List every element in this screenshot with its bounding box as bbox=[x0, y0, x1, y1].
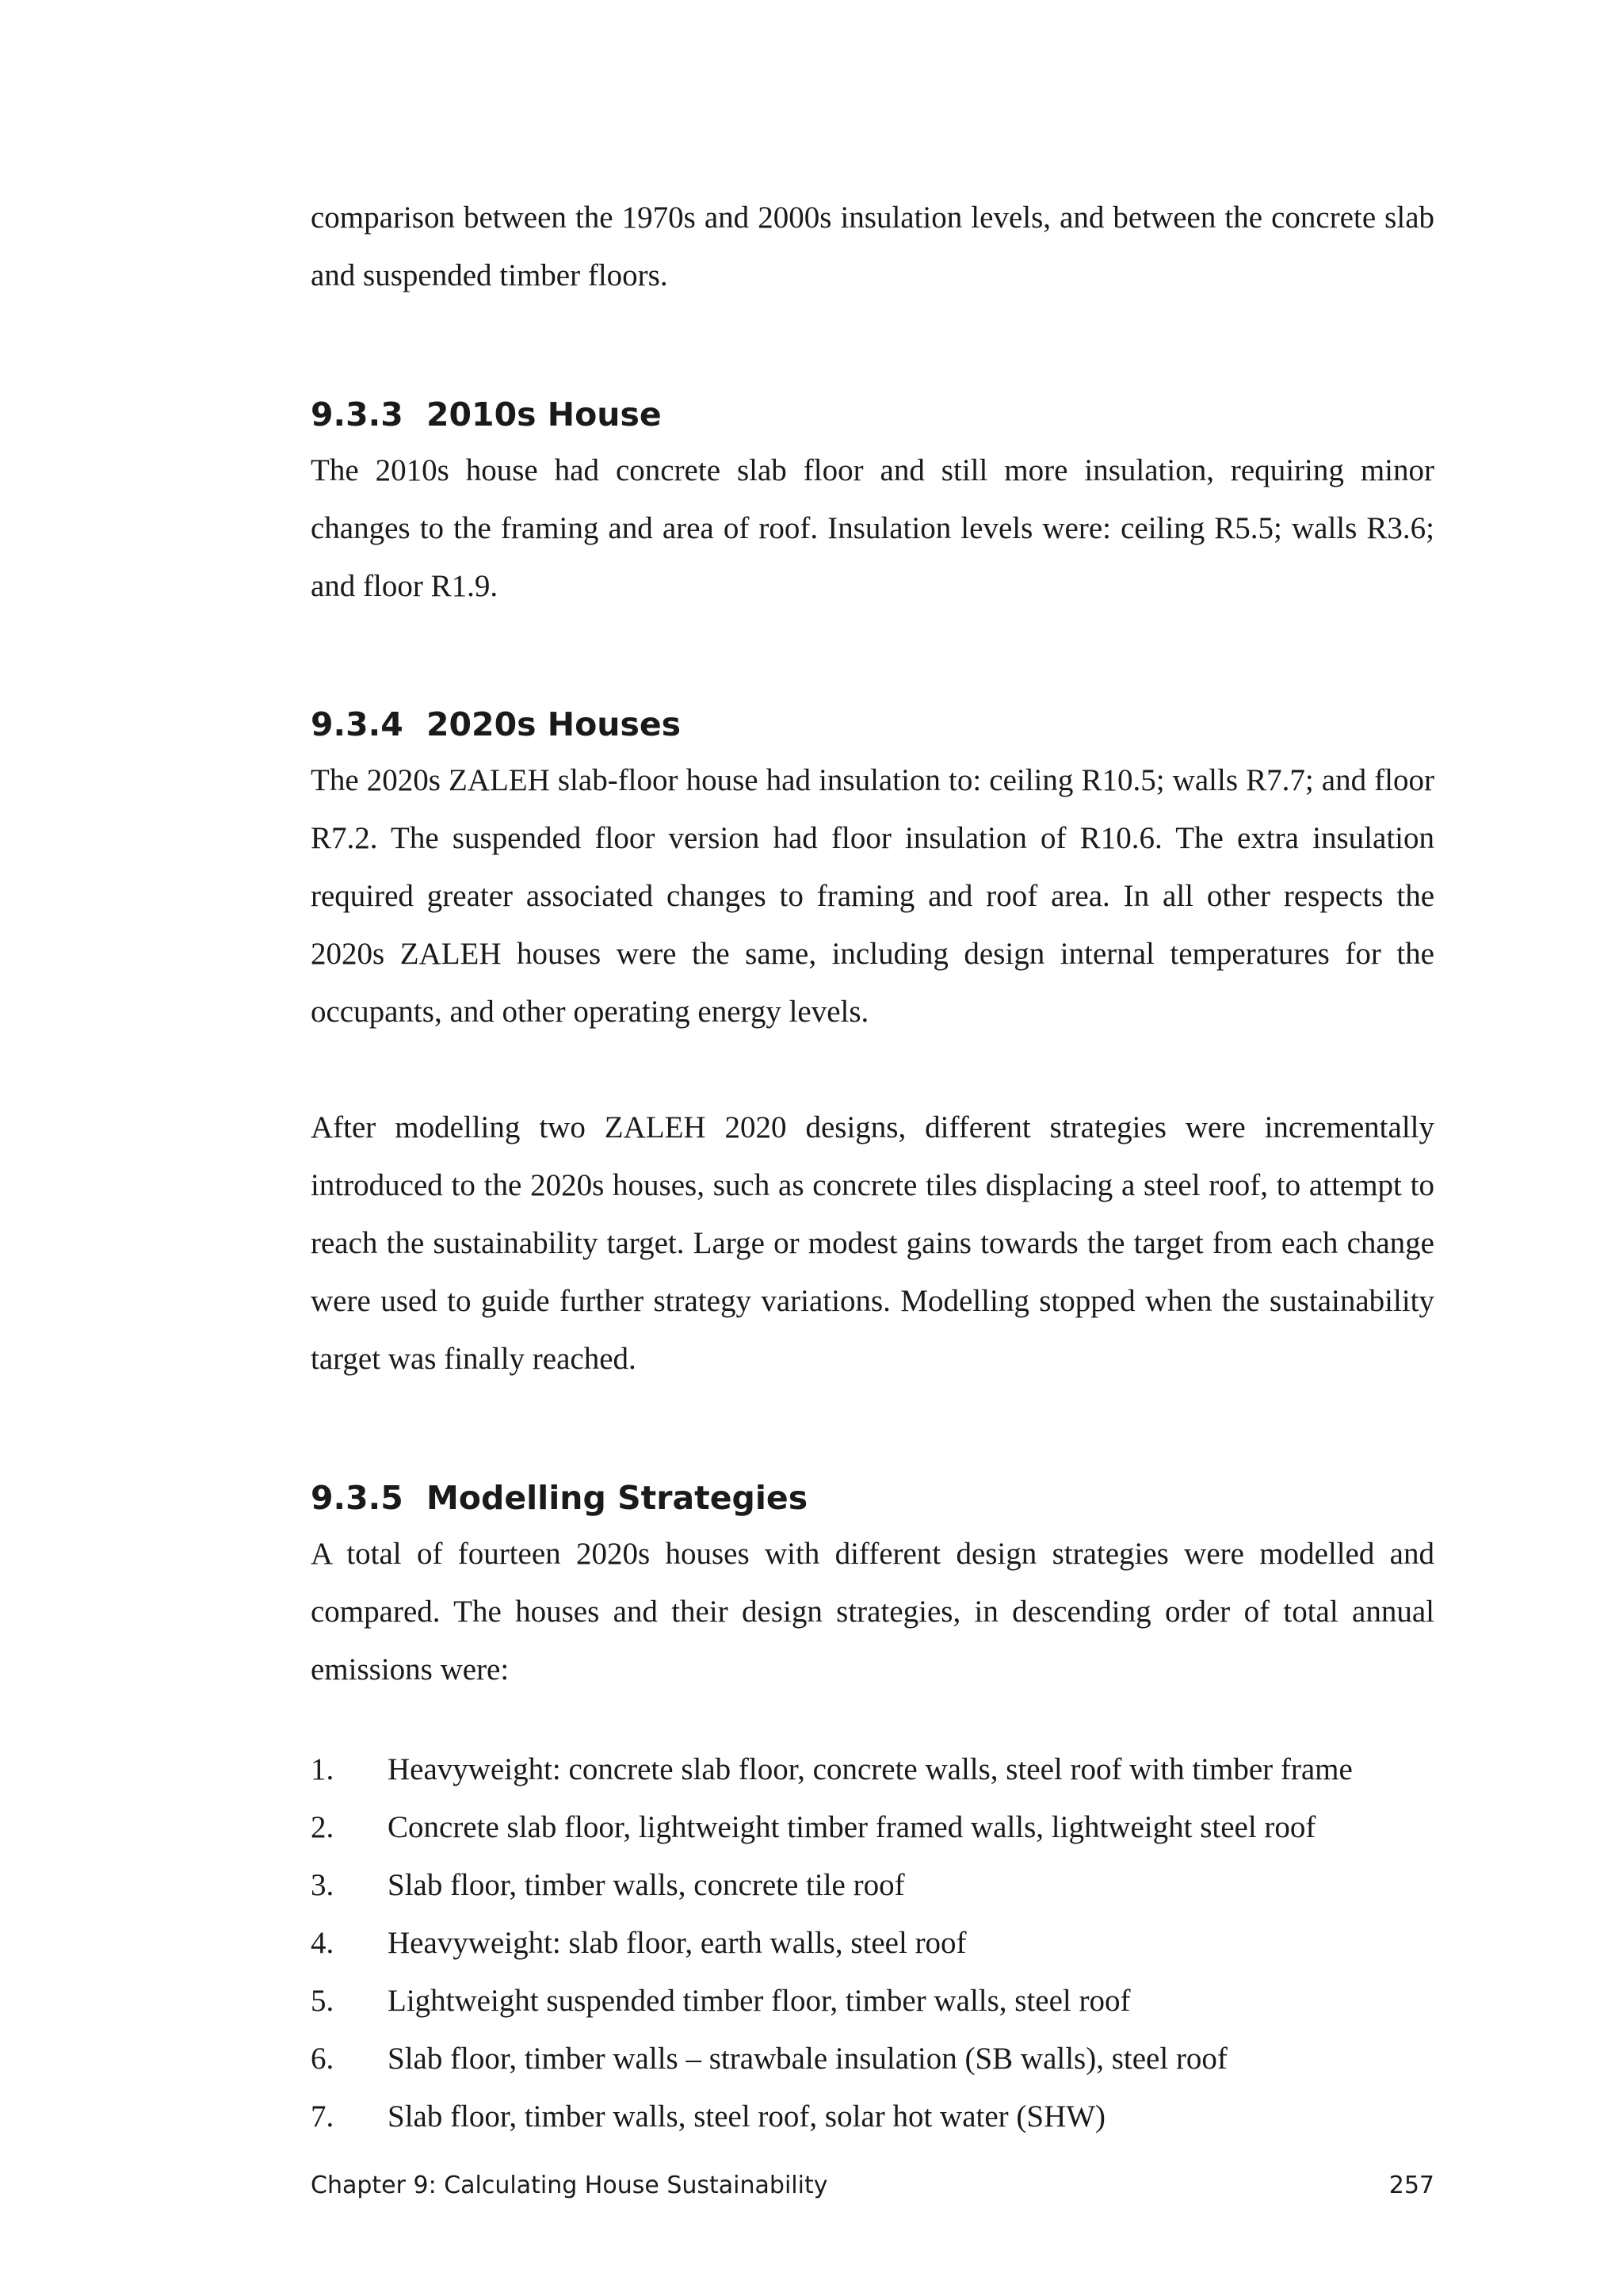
section-number: 9.3.3 bbox=[311, 395, 403, 434]
page-number: 257 bbox=[1388, 2172, 1434, 2199]
list-item-text: Slab floor, timber walls, concrete tile roof bbox=[388, 1868, 905, 1902]
list-item bbox=[311, 2030, 1434, 2088]
list-item-text: Heavyweight: slab floor, earth walls, steel roof bbox=[388, 1926, 967, 1960]
list-item-text: Concrete slab floor, lightweight timber framed walls, lightweight steel roof bbox=[388, 1810, 1316, 1844]
section-heading-9-3-5 bbox=[311, 1476, 1434, 1520]
list-item-number: 5. bbox=[311, 1984, 334, 2018]
list-item-text: Heavyweight: concrete slab floor, concrete walls, steel roof with timber frame bbox=[388, 1752, 1353, 1786]
section-number: 9.3.5 bbox=[311, 1479, 403, 1517]
list-item-number: 7. bbox=[311, 2099, 334, 2134]
section-heading-9-3-3 bbox=[311, 392, 1434, 437]
section-9-3-3-paragraph: The 2010s house had concrete slab floor and still more insulation, requiring minor changes to the framing and area of roof. Insulation levels were: ceiling R5.5; walls R3.6; and floor R1.9. bbox=[311, 453, 1434, 603]
section-heading-9-3-4 bbox=[311, 702, 1434, 747]
list-item bbox=[311, 1972, 1434, 2030]
section-title: Modelling Strategies bbox=[426, 1479, 808, 1517]
section-9-3-4-paragraph-2: After modelling two ZALEH 2020 designs, different strategies were incrementally introduced to the 2020s houses, such as concrete tiles displacing a steel roof, to attempt to reach the sustainability target. Large or modest gains towards the target from each change were used to guide further strategy variations. Modelling stopped when the sustainability target was finally reached. bbox=[311, 1110, 1434, 1376]
list-item-number: 3. bbox=[311, 1868, 334, 1902]
list-item bbox=[311, 2088, 1434, 2145]
list-item bbox=[311, 1798, 1434, 1856]
list-item-text: Slab floor, timber walls – strawbale insulation (SB walls), steel roof bbox=[388, 2042, 1228, 2076]
section-9-3-5-paragraph: A total of fourteen 2020s houses with different design strategies were modelled and compared. The houses and their design strategies, in descending order of total annual emissions were: bbox=[311, 1537, 1434, 1687]
list-item-text: Lightweight suspended timber floor, timber walls, steel roof bbox=[388, 1984, 1131, 2018]
section-title: 2010s House bbox=[426, 395, 662, 434]
list-item-number: 4. bbox=[311, 1926, 334, 1960]
list-item-number: 1. bbox=[311, 1752, 334, 1786]
list-item-number: 6. bbox=[311, 2042, 334, 2076]
list-item bbox=[311, 1914, 1434, 1972]
section-title: 2020s Houses bbox=[426, 705, 682, 743]
section-9-3-4-paragraph-1: The 2020s ZALEH slab-floor house had insulation to: ceiling R10.5; walls R7.7; and floor R7.2. The suspended floor version had floor insulation of R10.6. The extra insulation required greater associated changes to framing and roof area. In all other respects the 2020s ZALEH houses were the same, including design internal temperatures for the occupants, and other operating energy levels. bbox=[311, 763, 1434, 1029]
page-footer bbox=[311, 2170, 1434, 2202]
list-item-number: 2. bbox=[311, 1810, 334, 1844]
footer-chapter-title: Chapter 9: Calculating House Sustainability bbox=[311, 2172, 828, 2199]
list-item bbox=[311, 1740, 1434, 1798]
section-number: 9.3.4 bbox=[311, 705, 403, 743]
list-item bbox=[311, 1856, 1434, 1914]
intro-paragraph: comparison between the 1970s and 2000s insulation levels, and between the concrete slab and suspended timber floors. bbox=[311, 201, 1434, 292]
strategy-list bbox=[311, 1740, 1434, 2145]
list-item-text: Slab floor, timber walls, steel roof, solar hot water (SHW) bbox=[388, 2099, 1106, 2134]
page-body bbox=[311, 189, 1434, 2145]
